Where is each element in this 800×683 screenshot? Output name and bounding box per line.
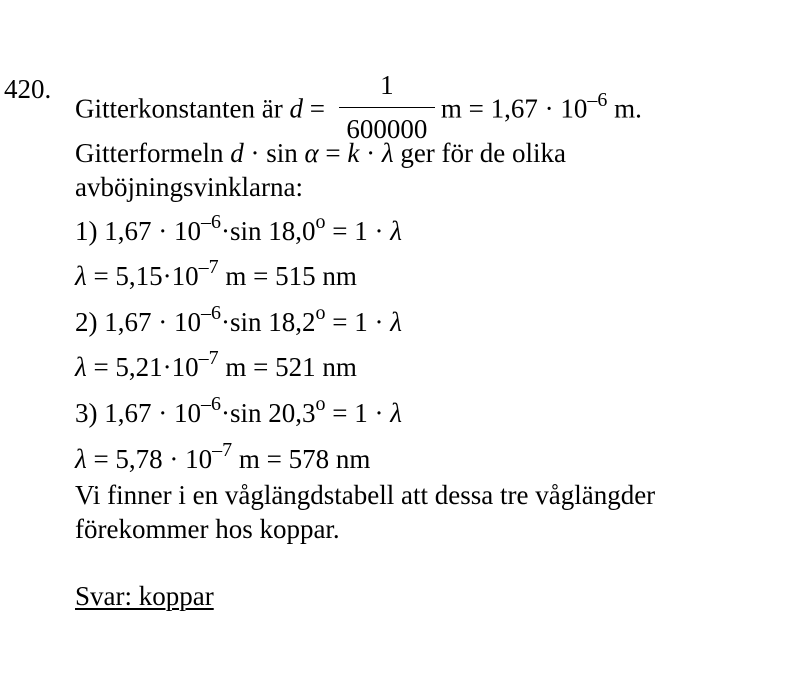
text: ·sin 18,2 xyxy=(220,307,316,337)
var-lambda: λ xyxy=(75,352,87,382)
text: m. xyxy=(607,93,642,124)
text: 1) 1,67 · 10 xyxy=(75,216,201,246)
fraction xyxy=(339,72,435,143)
exponent: –6 xyxy=(200,302,221,324)
degree: o xyxy=(315,302,326,324)
text: = 5,21·10 xyxy=(86,352,199,382)
var-lambda: λ xyxy=(381,138,394,168)
result-1 xyxy=(75,256,357,291)
step-2 xyxy=(75,302,402,337)
var-lambda: λ xyxy=(75,261,87,291)
text: m = 578 nm xyxy=(232,444,371,474)
exponent: –6 xyxy=(200,393,221,415)
line-gitterformeln xyxy=(75,140,566,167)
result-3 xyxy=(75,439,371,474)
problem-number: 420. xyxy=(4,74,52,104)
var-d: d xyxy=(289,93,303,124)
text: = 5,15·10 xyxy=(86,261,199,291)
exponent: –6 xyxy=(587,88,608,111)
text: Gitterkonstanten är xyxy=(75,93,290,124)
text: Gitterformeln xyxy=(75,138,231,168)
text: ger för de olika xyxy=(393,138,566,168)
result-2 xyxy=(75,347,357,382)
exponent: –7 xyxy=(198,347,219,369)
text: = 1 · xyxy=(325,216,391,246)
text: ·sin 20,3 xyxy=(220,398,316,428)
text: · xyxy=(359,138,382,168)
exponent: –6 xyxy=(200,211,221,233)
var-lambda: λ xyxy=(390,307,402,337)
degree: o xyxy=(315,393,326,415)
var-k: k xyxy=(347,138,360,168)
text: = 1 · xyxy=(325,398,391,428)
text: 3) 1,67 · 10 xyxy=(75,398,201,428)
text: ·sin 18,0 xyxy=(220,216,316,246)
var-lambda: λ xyxy=(390,216,402,246)
text: = 1 · xyxy=(325,307,391,337)
var-lambda: λ xyxy=(390,398,402,428)
conclusion-line-2: förekommer hos koppar. xyxy=(75,514,340,544)
text: m = 515 nm xyxy=(218,261,357,291)
exponent: –7 xyxy=(212,439,233,461)
text: = xyxy=(318,138,348,168)
equals: = xyxy=(302,93,325,124)
conclusion-line-1: Vi finner i en våglängdstabell att dessa tre våglängder xyxy=(75,480,656,510)
fraction-denominator: 600000 xyxy=(346,114,428,144)
degree: o xyxy=(315,211,326,233)
text: m = 521 nm xyxy=(218,352,357,382)
text: 2) 1,67 · 10 xyxy=(75,307,201,337)
fraction-numerator: 1 xyxy=(380,70,394,100)
line-gitterkonstant xyxy=(75,70,642,147)
step-3 xyxy=(75,393,402,428)
line-avbojningsvinklarna: avböjningsvinklarna: xyxy=(75,172,303,202)
step-1 xyxy=(75,211,402,246)
text: = 5,78 · 10 xyxy=(86,444,213,474)
text: · sin xyxy=(243,138,305,168)
var-d: d xyxy=(230,138,244,168)
var-lambda: λ xyxy=(75,444,87,474)
answer: Svar: koppar xyxy=(75,581,214,611)
text: m = 1,67 · 10 xyxy=(440,93,588,124)
exponent: –7 xyxy=(198,256,219,278)
var-alpha: α xyxy=(304,138,319,168)
